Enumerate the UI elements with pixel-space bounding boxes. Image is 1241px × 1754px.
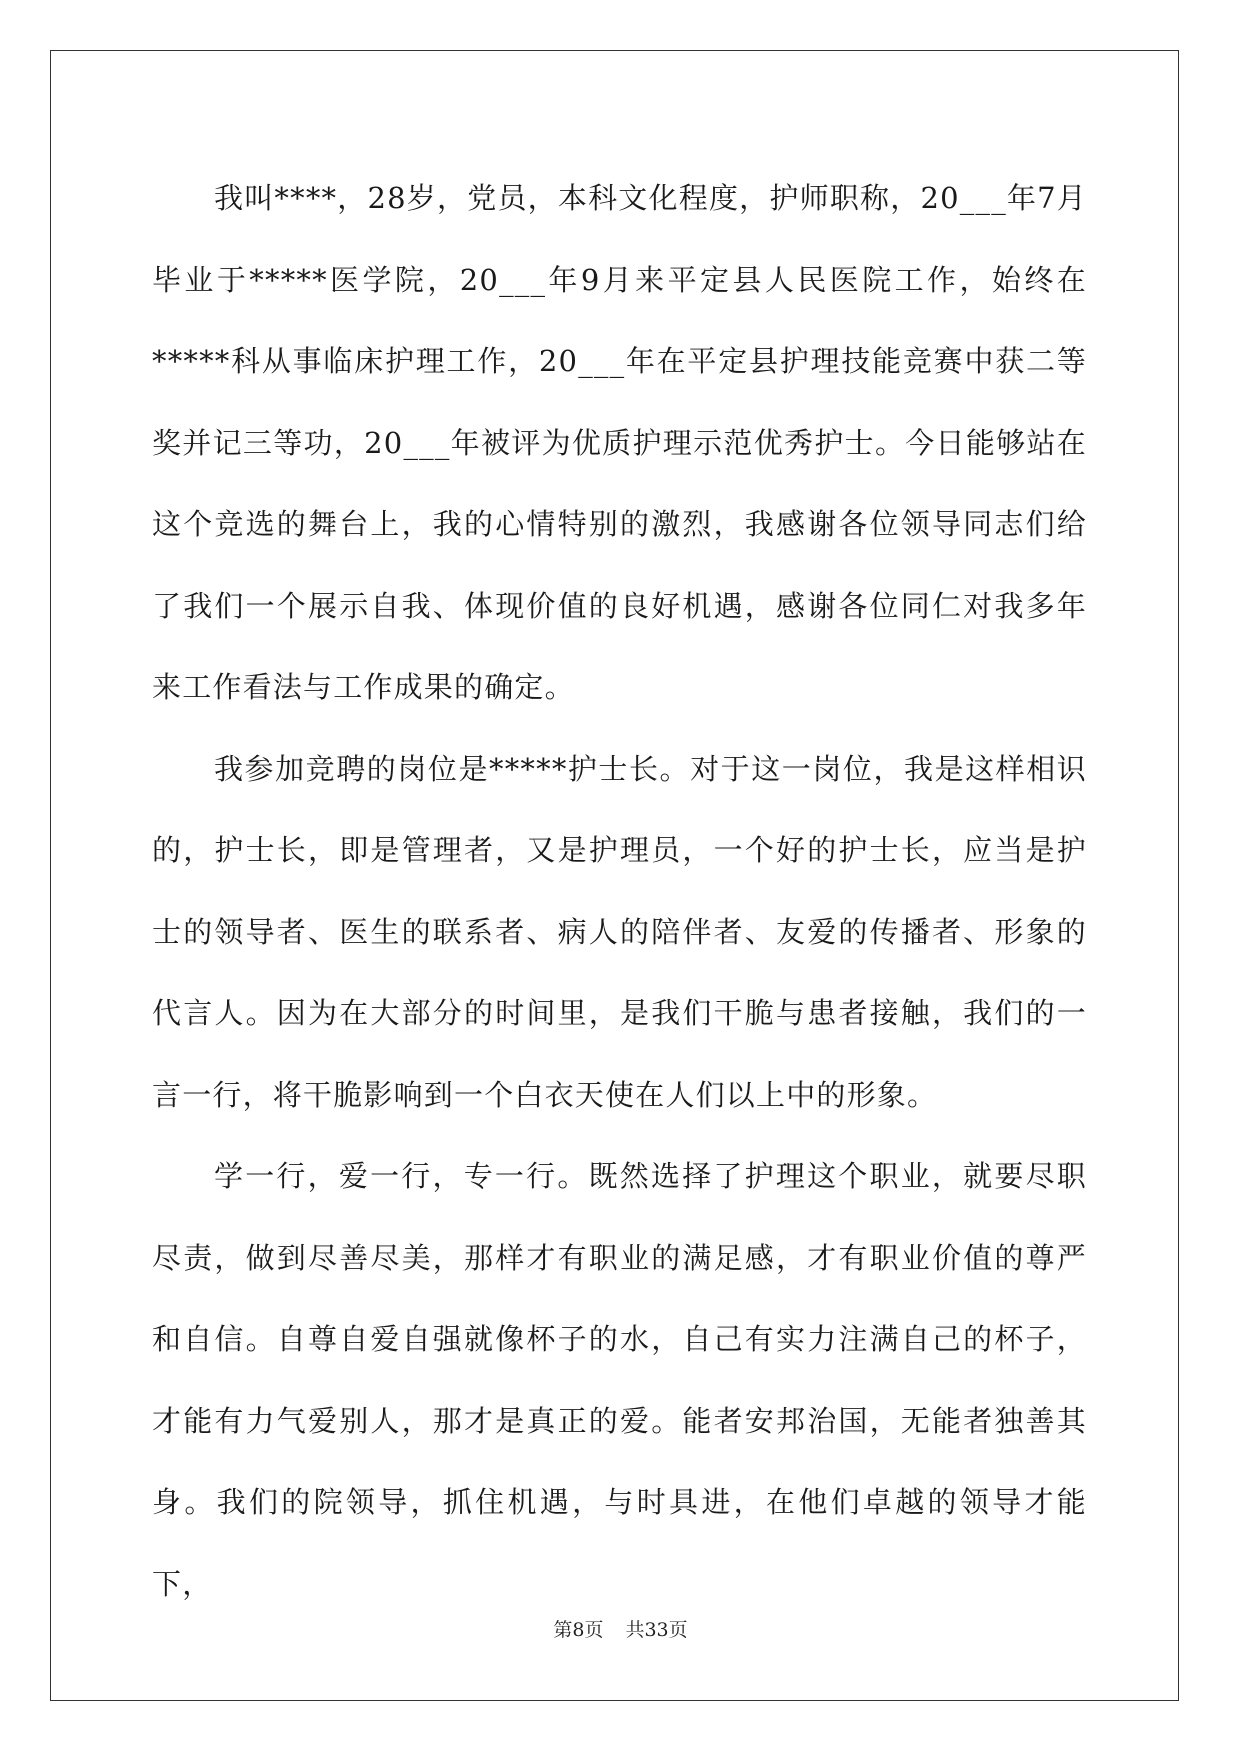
page-footer	[0, 1618, 1241, 1642]
paragraph-3: 学一行，爱一行，专一行。既然选择了护理这个职业，就要尽职尽责，做到尽善尽美，那样才有职业的满足感，才有职业价值的尊严和自信。自尊自爱自强就像杯子的水，自己有实力注满自己的杯子，才能有力气爱别人，那才是真正的爱。能者安邦治国，无能者独善其身。我们的院领导，抓住机遇，与时具进，在他们卓越的领导才能下，	[152, 1159, 1087, 1601]
page-number: 第8页	[553, 1619, 604, 1641]
paragraph-1: 我叫****，28岁，党员，本科文化程度，护师职称，20___年7月毕业于*****医学院，20___年9月来平定县人民医院工作，始终在*****科从事临床护理工作，20___年在平定县护理技能竞赛中获二等奖并记三等功，20___年被评为优质护理示范优秀护士。今日能够站在这个竞选的舞台上，我的心情特别的激烈，我感谢各位领导同志们给了我们一个展示自我、体现价值的良好机遇，感谢各位同仁对我多年来工作看法与工作成果的确定。	[152, 181, 1087, 704]
paragraph-2: 我参加竞聘的岗位是*****护士长。对于这一岗位，我是这样相识的，护士长，即是管理者，又是护理员，一个好的护士长，应当是护士的领导者、医生的联系者、病人的陪伴者、友爱的传播者、形象的代言人。因为在大部分的时间里，是我们干脆与患者接触，我们的一言一行，将干脆影响到一个白衣天使在人们以上中的形象。	[152, 751, 1087, 1112]
page-total: 共33页	[625, 1619, 688, 1641]
document-body	[152, 158, 1087, 1625]
